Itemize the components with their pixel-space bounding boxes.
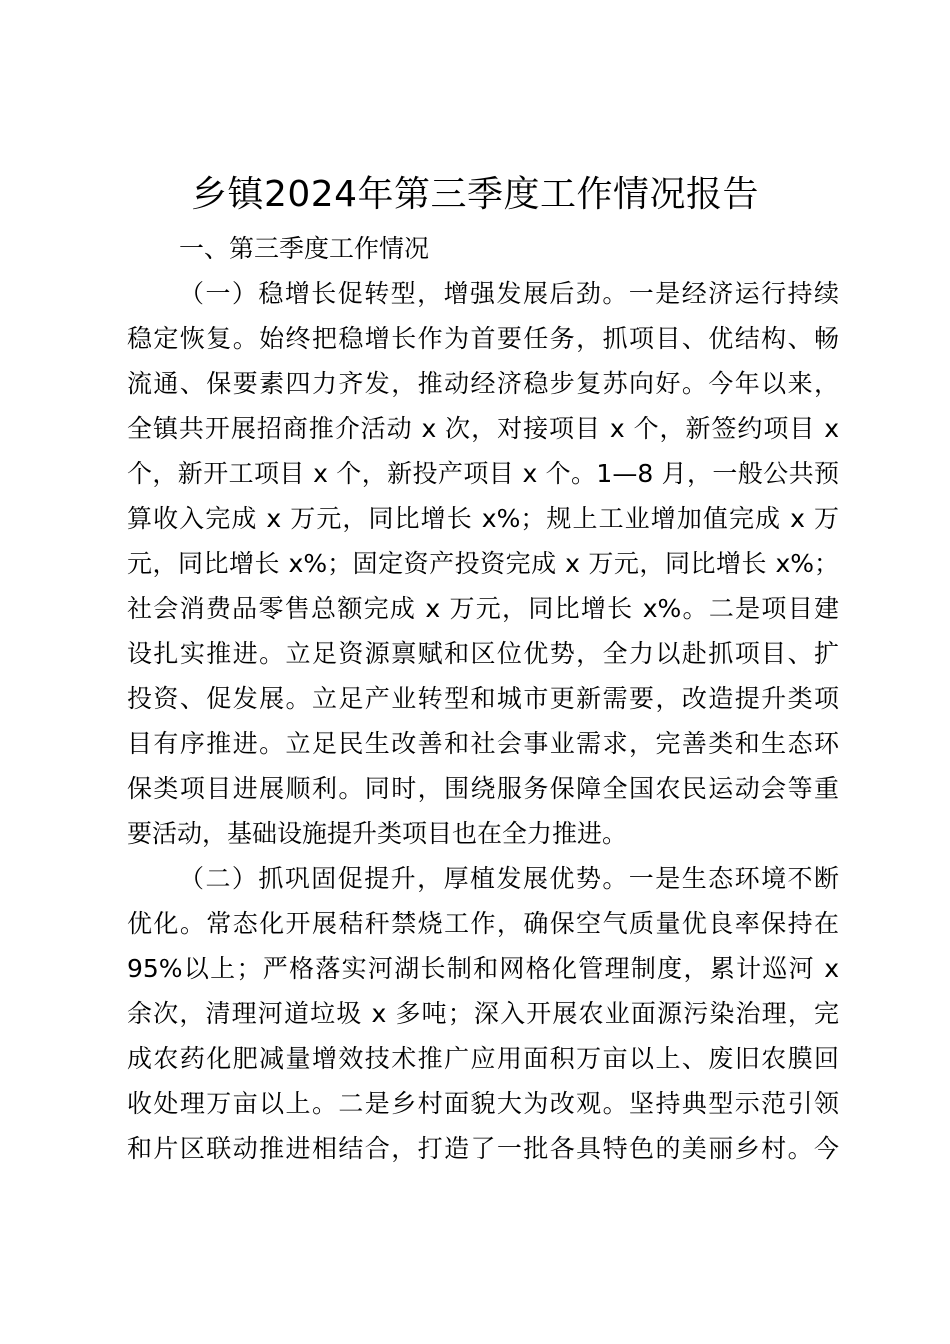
document-body	[127, 226, 839, 1171]
paragraph-line: 流通、保要素四力齐发，推动经济稳步复苏向好。今年以来，	[127, 369, 839, 398]
paragraph-line: 元，同比增长 x%；固定资产投资完成 x 万元，同比增长 x%；	[127, 549, 839, 578]
paragraph-line: 和片区联动推进相结合，打造了一批各具特色的美丽乡村。今	[127, 1134, 839, 1163]
paragraph-line: 目有序推进。立足民生改善和社会事业需求，完善类和生态环	[127, 729, 839, 758]
paragraph-line: 要活动，基础设施提升类项目也在全力推进。	[127, 819, 628, 848]
document-title: 乡镇2024年第三季度工作情况报告	[190, 174, 760, 215]
paragraph-line: 余次，清理河道垃圾 x 多吨；深入开展农业面源污染治理，完	[127, 999, 839, 1028]
paragraph-line: 稳定恢复。始终把稳增长作为首要任务，抓项目、优结构、畅	[127, 324, 839, 353]
paragraph-line: （二）抓巩固促提升，厚植发展优势。一是生态环境不断	[179, 864, 839, 893]
paragraph-line: 95%以上；严格落实河湖长制和网格化管理制度，累计巡河 x	[127, 954, 839, 983]
paragraph-line: 设扎实推进。立足资源禀赋和区位优势，全力以赴抓项目、扩	[127, 639, 839, 668]
paragraph-line: 个，新开工项目 x 个，新投产项目 x 个。1—8 月，一般公共预	[127, 459, 839, 488]
paragraph-line: 全镇共开展招商推介活动 x 次，对接项目 x 个，新签约项目 x	[127, 414, 839, 443]
paragraph-line: 社会消费品零售总额完成 x 万元，同比增长 x%。二是项目建	[127, 594, 839, 623]
paragraph-line: 成农药化肥减量增效技术推广应用面积万亩以上、废旧农膜回	[127, 1044, 839, 1073]
paragraph-line: 投资、促发展。立足产业转型和城市更新需要，改造提升类项	[127, 684, 839, 713]
paragraph-line: 收处理万亩以上。二是乡村面貌大为改观。坚持典型示范引领	[127, 1089, 839, 1118]
paragraph-line: 算收入完成 x 万元，同比增长 x%；规上工业增加值完成 x 万	[127, 504, 839, 533]
paragraph-line: （一）稳增长促转型，增强发展后劲。一是经济运行持续	[179, 279, 839, 308]
paragraph-line: 优化。常态化开展秸秆禁烧工作，确保空气质量优良率保持在	[127, 909, 839, 938]
paragraph-line: 保类项目进展顺利。同时，围绕服务保障全国农民运动会等重	[127, 774, 839, 803]
section-heading: 一、第三季度工作情况	[179, 234, 430, 263]
